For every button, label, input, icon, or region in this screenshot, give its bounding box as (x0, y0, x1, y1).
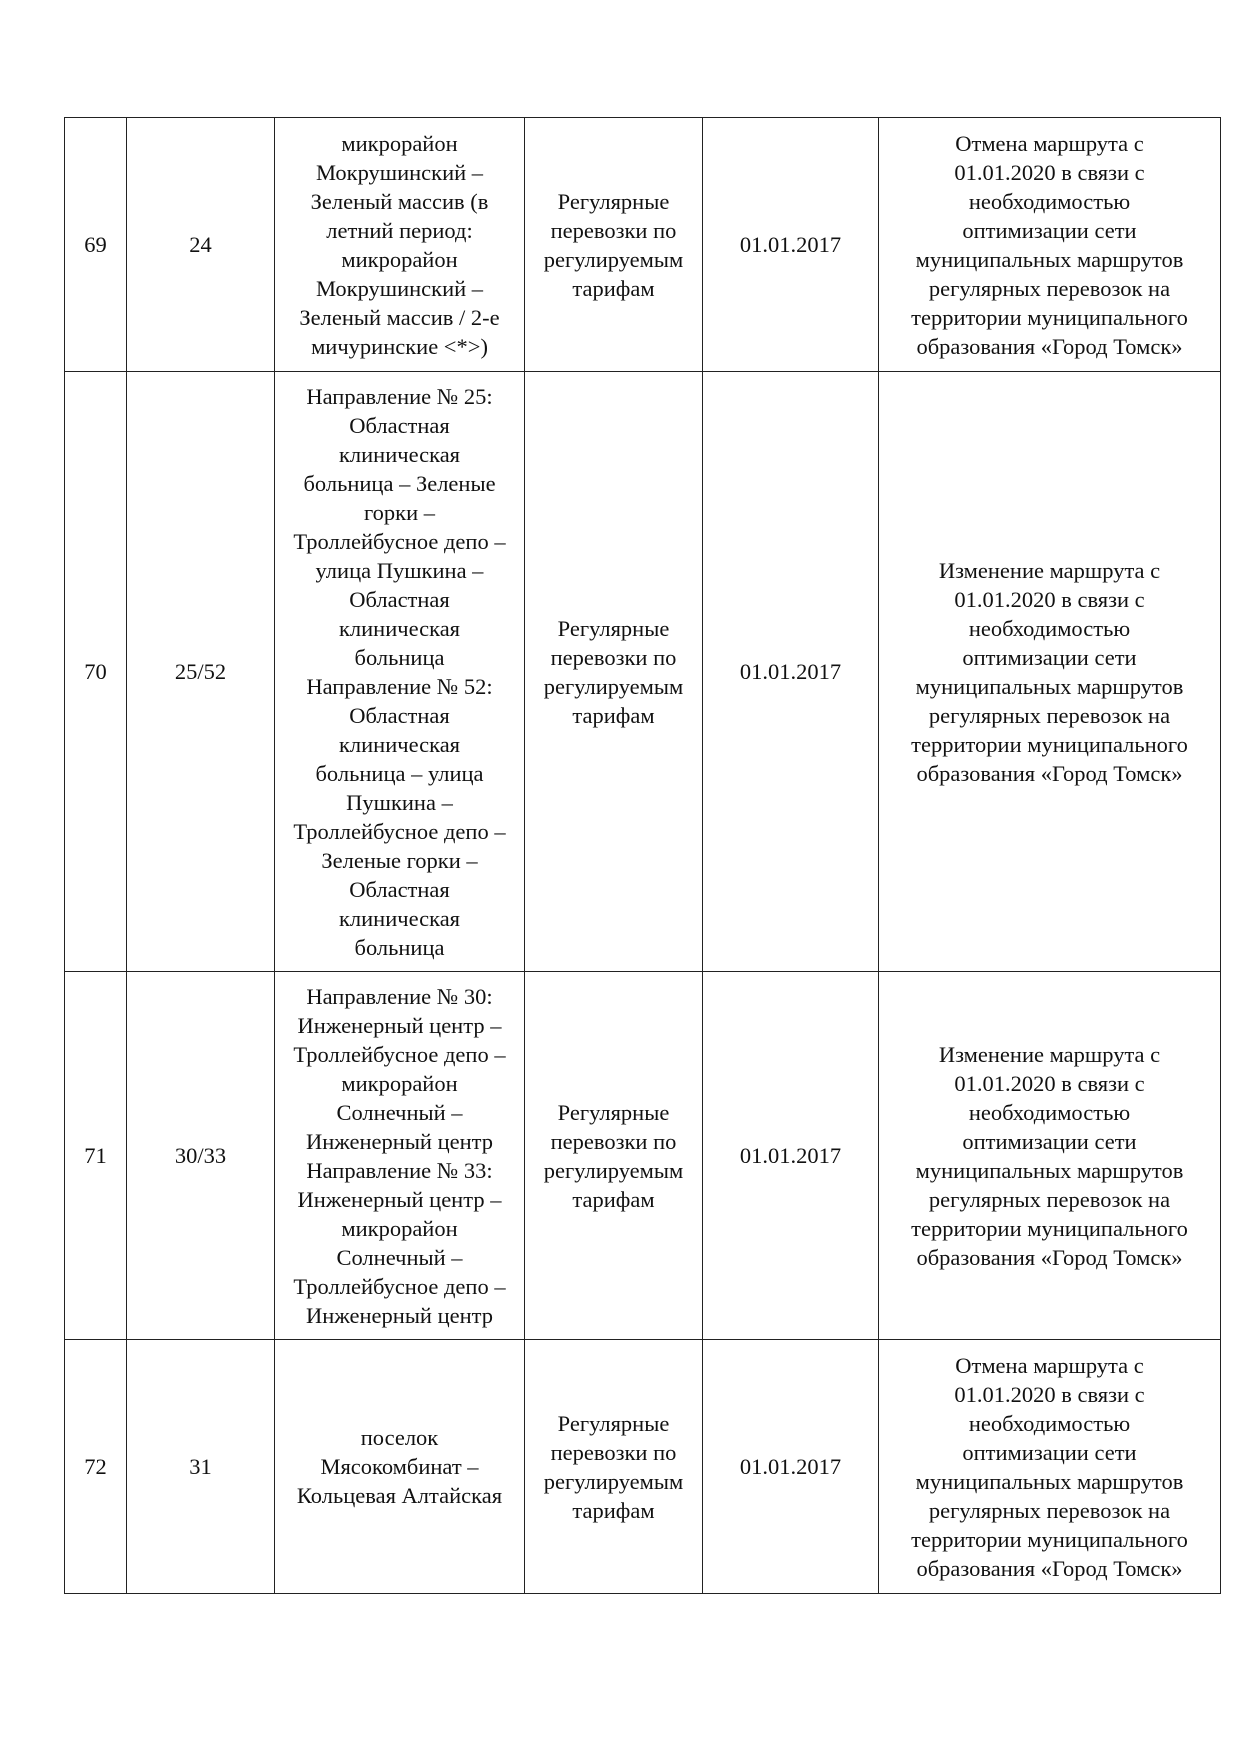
cell-text-line: территории муниципального (911, 304, 1188, 330)
cell-text-line: Областная (349, 412, 450, 438)
cell-text-line: Регулярные (557, 1099, 670, 1125)
cell-text-line: Мокрушинский – (315, 159, 484, 185)
cell-text-line: мичуринские <*>) (311, 333, 488, 359)
cell-text-line: оптимизации сети (962, 1439, 1137, 1465)
cell-text-line: микрорайон (341, 1070, 458, 1096)
note-cell (879, 118, 1221, 372)
route-number-cell: 25/52 (127, 372, 275, 972)
table-row (65, 372, 1221, 972)
cell-text-line: регулярных перевозок на (928, 1186, 1171, 1212)
cell-text-line: горки – (363, 499, 435, 525)
cell-text-line: клиническая (338, 441, 461, 467)
cell-text-line: оптимизации сети (962, 644, 1137, 670)
cell-text-line: перевозки по (550, 1128, 677, 1154)
cell-text-line: микрорайон (341, 246, 458, 272)
row-number-cell: 70 (65, 372, 127, 972)
cell-text-line: Регулярные (557, 615, 670, 641)
cell-text-line: образования «Город Томск» (916, 333, 1183, 359)
cell-text-line: Областная (349, 876, 450, 902)
route-path-cell (275, 118, 525, 372)
cell-text-line: оптимизации сети (962, 1128, 1137, 1154)
cell-text-line: образования «Город Томск» (916, 1555, 1183, 1581)
cell-text-line: регулируемым (543, 1157, 684, 1183)
route-number-cell: 31 (127, 1340, 275, 1594)
row-number-cell: 69 (65, 118, 127, 372)
cell-text-line: территории муниципального (911, 731, 1188, 757)
cell-text-line: муниципальных маршрутов (915, 1468, 1184, 1494)
cell-text-line: тарифам (572, 702, 655, 728)
row-number-cell: 71 (65, 972, 127, 1340)
cell-text-line: территории муниципального (911, 1215, 1188, 1241)
cell-text-line: Областная (349, 702, 450, 728)
cell-text-line: поселок (360, 1425, 439, 1450)
cell-text-line: Регулярные (557, 188, 670, 214)
cell-text-line: Инженерный центр – (297, 1186, 502, 1212)
cell-text-line: муниципальных маршрутов (915, 673, 1184, 699)
cell-text-line: перевозки по (550, 1439, 677, 1465)
cell-text-line: территории муниципального (911, 1526, 1188, 1552)
cell-text-line: микрорайон (341, 130, 458, 156)
table-row (65, 1340, 1221, 1594)
cell-text-line: 01.01.2020 в связи с (954, 1381, 1145, 1407)
route-path-cell (275, 1340, 525, 1594)
cell-text-line: регулярных перевозок на (928, 702, 1171, 728)
route-path-cell (275, 372, 525, 972)
cell-text-line: Регулярные (557, 1410, 670, 1436)
cell-text-line: Направление № 33: (306, 1157, 493, 1183)
cell-text-line: регулярных перевозок на (928, 275, 1171, 301)
cell-text-line: регулируемым (543, 673, 684, 699)
cell-text-line: регулируемым (543, 1468, 684, 1494)
cell-text-line: клиническая (338, 731, 461, 757)
start-date-cell: 01.01.2017 (703, 118, 879, 372)
cell-text-line: 01.01.2020 в связи с (954, 1070, 1145, 1096)
cell-text-line: необходимостью (968, 1099, 1131, 1125)
cell-text-line: Инженерный центр (305, 1302, 494, 1328)
cell-text-line: больница (354, 644, 445, 670)
cell-text-line: тарифам (572, 1186, 655, 1212)
cell-text-line: необходимостью (968, 615, 1131, 641)
cell-text-line: регулярных перевозок на (928, 1497, 1171, 1523)
route-number-cell: 24 (127, 118, 275, 372)
cell-text-line: регулируемым (543, 246, 684, 272)
cell-text-line: Изменение маршрута с (938, 1041, 1161, 1067)
cell-text-line: образования «Город Томск» (916, 760, 1183, 786)
cell-text-line: микрорайон (341, 1215, 458, 1241)
cell-text-line: больница (354, 934, 445, 960)
cell-text-line: 01.01.2020 в связи с (954, 159, 1145, 185)
cell-text-line: необходимостью (968, 1410, 1131, 1436)
routes-table (64, 117, 1221, 1594)
cell-text-line: Троллейбусное депо – (293, 818, 506, 844)
cell-text-line: Троллейбусное депо – (293, 1273, 506, 1299)
start-date-cell: 01.01.2017 (703, 1340, 879, 1594)
note-cell (879, 372, 1221, 972)
transport-type-cell (525, 972, 703, 1340)
cell-text-line: Инженерный центр – (297, 1012, 502, 1038)
cell-text-line: больница – улица (315, 760, 484, 786)
cell-text-line: образования «Город Томск» (916, 1244, 1183, 1270)
cell-text-line: муниципальных маршрутов (915, 1157, 1184, 1183)
cell-text-line: Направление № 25: (306, 383, 493, 409)
cell-text-line: Изменение маршрута с (938, 557, 1161, 583)
cell-text-line: Мясокомбинат – (320, 1454, 479, 1479)
table-row (65, 118, 1221, 372)
cell-text-line: Троллейбусное депо – (293, 528, 506, 554)
cell-text-line: тарифам (572, 275, 655, 301)
cell-text-line: летний период: (326, 217, 473, 243)
cell-text-line: Зеленые горки – (321, 847, 478, 873)
cell-text-line: Солнечный – (336, 1244, 463, 1270)
cell-text-line: клиническая (338, 615, 461, 641)
cell-text-line: Зеленый массив / 2-е (299, 304, 500, 330)
cell-text-line: Направление № 30: (306, 983, 493, 1009)
cell-text-line: оптимизации сети (962, 217, 1137, 243)
start-date-cell: 01.01.2017 (703, 372, 879, 972)
cell-text-line: Инженерный центр (305, 1128, 494, 1154)
cell-text-line: больница – Зеленые (303, 470, 496, 496)
cell-text-line: 01.01.2020 в связи с (954, 586, 1145, 612)
cell-text-line: перевозки по (550, 217, 677, 243)
cell-text-line: муниципальных маршрутов (915, 246, 1184, 272)
cell-text-line: Направление № 52: (306, 673, 493, 699)
cell-text-line: клиническая (338, 905, 461, 931)
row-number-cell: 72 (65, 1340, 127, 1594)
cell-text-line: Областная (349, 586, 450, 612)
cell-text-line: Троллейбусное депо – (293, 1041, 506, 1067)
cell-text-line: улица Пушкина – (315, 557, 484, 583)
route-path-cell (275, 972, 525, 1340)
start-date-cell: 01.01.2017 (703, 972, 879, 1340)
cell-text-line: тарифам (572, 1497, 655, 1523)
note-cell (879, 972, 1221, 1340)
transport-type-cell (525, 118, 703, 372)
note-cell (879, 1340, 1221, 1594)
transport-type-cell (525, 372, 703, 972)
cell-text-line: Солнечный – (336, 1099, 463, 1125)
cell-text-line: Отмена маршрута с (955, 130, 1144, 156)
cell-text-line: Зеленый массив (в (310, 188, 489, 214)
cell-text-line: Пушкина – (346, 789, 453, 815)
route-number-cell: 30/33 (127, 972, 275, 1340)
transport-type-cell (525, 1340, 703, 1594)
cell-text-line: необходимостью (968, 188, 1131, 214)
cell-text-line: Отмена маршрута с (955, 1352, 1144, 1378)
cell-text-line: Кольцевая Алтайская (296, 1483, 503, 1508)
cell-text-line: Мокрушинский – (315, 275, 484, 301)
cell-text-line: перевозки по (550, 644, 677, 670)
table-row (65, 972, 1221, 1340)
